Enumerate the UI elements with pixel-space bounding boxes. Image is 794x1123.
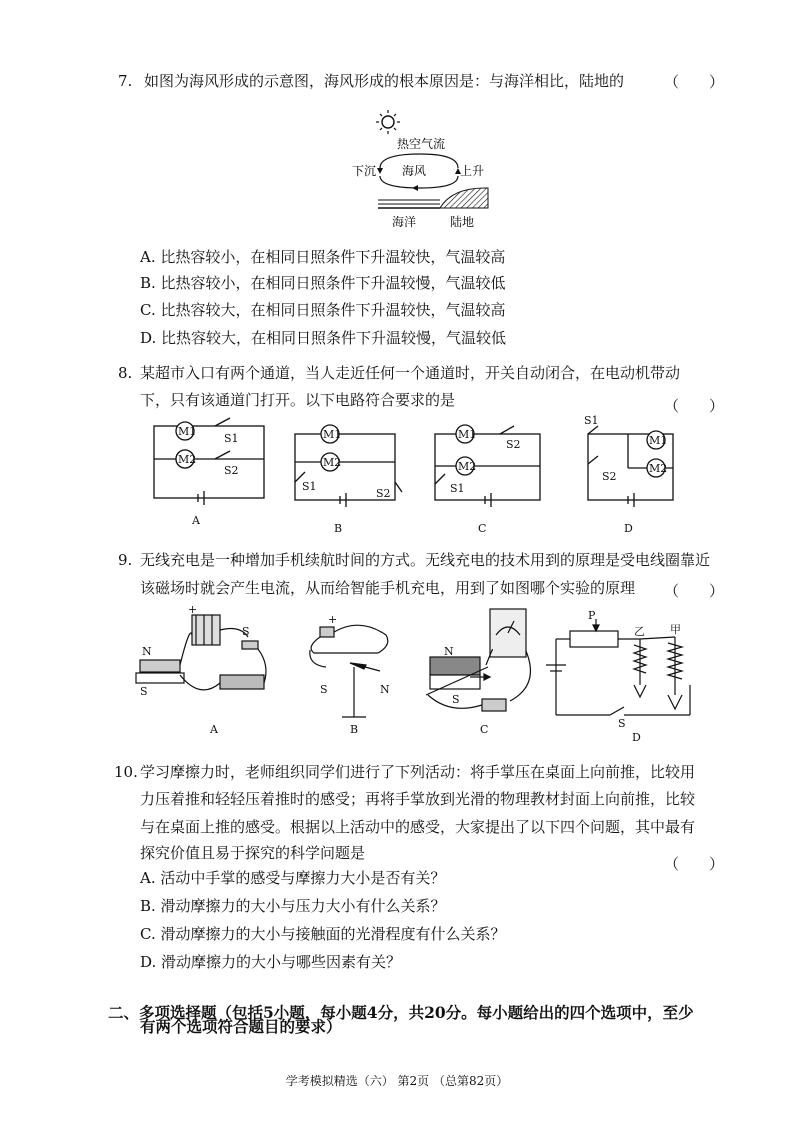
q9-experiments [130, 605, 710, 755]
q9-number: 9. [118, 551, 133, 569]
b-s1-label: S1 [302, 480, 317, 493]
a-s-label: S [140, 685, 148, 698]
q7-option-c: C. 比热容较大，在相同日照条件下升温较快，气温较高 [140, 301, 506, 319]
q10-line2: 力压着推和轻轻压着推时的感受；再将手掌放到光滑的物理教材封面上向前推，比较 [140, 790, 696, 808]
q10-option-d: D. 滑动摩擦力的大小与哪些因素有关？ [140, 953, 402, 971]
experiment-a-label: A [210, 723, 218, 736]
sink-label: 下沉 [352, 164, 377, 178]
a-s2-label: S2 [224, 464, 239, 477]
q7-number: 7. [118, 72, 133, 90]
q8-stem-line2: 下，只有该通道门打开。以下电路符合要求的是 [140, 391, 456, 409]
circuit-a [154, 418, 264, 505]
q7-answer-paren: （ ） [664, 73, 725, 91]
section2-heading-line2: 有两个选项符合题目的要求） [140, 1017, 342, 1036]
c-m2-label: M2 [458, 460, 477, 473]
d-s2-label: S2 [602, 470, 617, 483]
a-n-label: N [142, 645, 152, 658]
d-s1-label: S1 [584, 414, 599, 427]
q8-answer-paren: （ ） [664, 397, 725, 415]
sun-icon [376, 110, 400, 134]
q10-number: 10. [114, 763, 138, 781]
q10-line1: 学习摩擦力时，老师组织同学们进行了下列活动：将手掌压在桌面上向前推，比较用 [140, 763, 696, 781]
q7-option-b: B. 比热容较小，在相同日照条件下升温较慢，气温较低 [140, 274, 506, 292]
q10-line4: 探究价值且易于探究的科学问题是 [140, 844, 366, 862]
circuit-d-label: D [624, 522, 633, 535]
b-plus-label: + [328, 613, 338, 626]
q8-circuits [140, 412, 700, 542]
a-m1-label: M1 [178, 425, 197, 438]
q10-answer-paren: （ ） [664, 855, 725, 873]
q9-stem-line1: 无线充电是一种增加手机续航时间的方式。无线充电的技术用到的原理是受电线圈靠近 [140, 551, 711, 569]
q8-stem-line1: 某超市入口有两个通道，当人走近任何一个通道时，开关自动闭合，在电动机带动 [140, 364, 681, 382]
experiment-b [310, 625, 388, 717]
experiment-d-label: D [632, 731, 641, 744]
sea-breeze-label: 海风 [402, 164, 427, 178]
b-n-label: N [380, 683, 390, 696]
q9-stem-line2: 该磁场时就会产生电流，从而给智能手机充电，用到了如图哪个实验的原理 [140, 579, 636, 597]
d-yi-label: 乙 [634, 625, 645, 638]
c-s-label: S [452, 693, 460, 706]
circuit-c-label: C [478, 522, 487, 535]
page-footer: 学考模拟精选（六） 第2页 （总第82页） [285, 1074, 509, 1088]
q10-option-a: A. 活动中手掌的感受与摩擦力大小是否有关？ [140, 869, 446, 887]
d-jia-label: 甲 [670, 623, 681, 636]
c-m1-label: M1 [458, 428, 477, 441]
q10-line3: 与在桌面上推的感受。根据以上活动中的感受，大家提出了以下四个问题，其中最有 [140, 818, 696, 836]
q10-option-c: C. 滑动摩擦力的大小与接触面的光滑程度有什么关系？ [140, 925, 506, 943]
c-n-label: N [444, 645, 454, 658]
q7-option-a: A. 比热容较小，在相同日照条件下升温较快，气温较高 [140, 248, 506, 266]
d-p-label: P [588, 609, 596, 622]
b-m2-label: M2 [323, 456, 342, 469]
d-switch-label: S [618, 717, 626, 730]
ocean-label: 海洋 [392, 215, 417, 229]
a-m2-label: M2 [178, 453, 197, 466]
experiment-b-label: B [350, 723, 359, 736]
experiment-c-label: C [480, 723, 489, 736]
d-m1-label: M1 [649, 434, 668, 447]
q10-option-b: B. 滑动摩擦力的大小与压力大小有什么关系？ [140, 897, 446, 915]
a-switch-label: S [242, 625, 250, 638]
q8-number: 8. [118, 364, 133, 382]
c-s1-label: S1 [450, 482, 465, 495]
q7-option-d: D. 比热容较大，在相同日照条件下升温较慢，气温较低 [140, 329, 507, 347]
experiment-d [546, 619, 690, 715]
experiment-c [426, 609, 530, 711]
circuit-b-label: B [334, 522, 343, 535]
land-label: 陆地 [450, 215, 475, 229]
a-plus-label: + [188, 605, 198, 616]
d-m2-label: M2 [649, 462, 668, 475]
section2-heading-line1: 二、多项选择题（包括5小题，每小题4分，共20分。每小题给出的四个选项中，至少 [108, 1003, 694, 1022]
a-s1-label: S1 [224, 432, 239, 445]
b-s-label: S [320, 683, 328, 696]
hot-air-label: 热空气流 [397, 137, 446, 151]
b-m1-label: M1 [323, 428, 342, 441]
circuit-a-label: A [192, 514, 200, 527]
b-s2-label: S2 [376, 487, 391, 500]
sea-breeze-figure [340, 108, 500, 233]
q7-stem: 如图为海风形成的示意图，海风形成的根本原因是：与海洋相比，陆地的 [144, 72, 625, 90]
q9-answer-paren: （ ） [664, 582, 725, 600]
c-s2-label: S2 [506, 438, 521, 451]
rise-label: 上升 [460, 164, 485, 178]
